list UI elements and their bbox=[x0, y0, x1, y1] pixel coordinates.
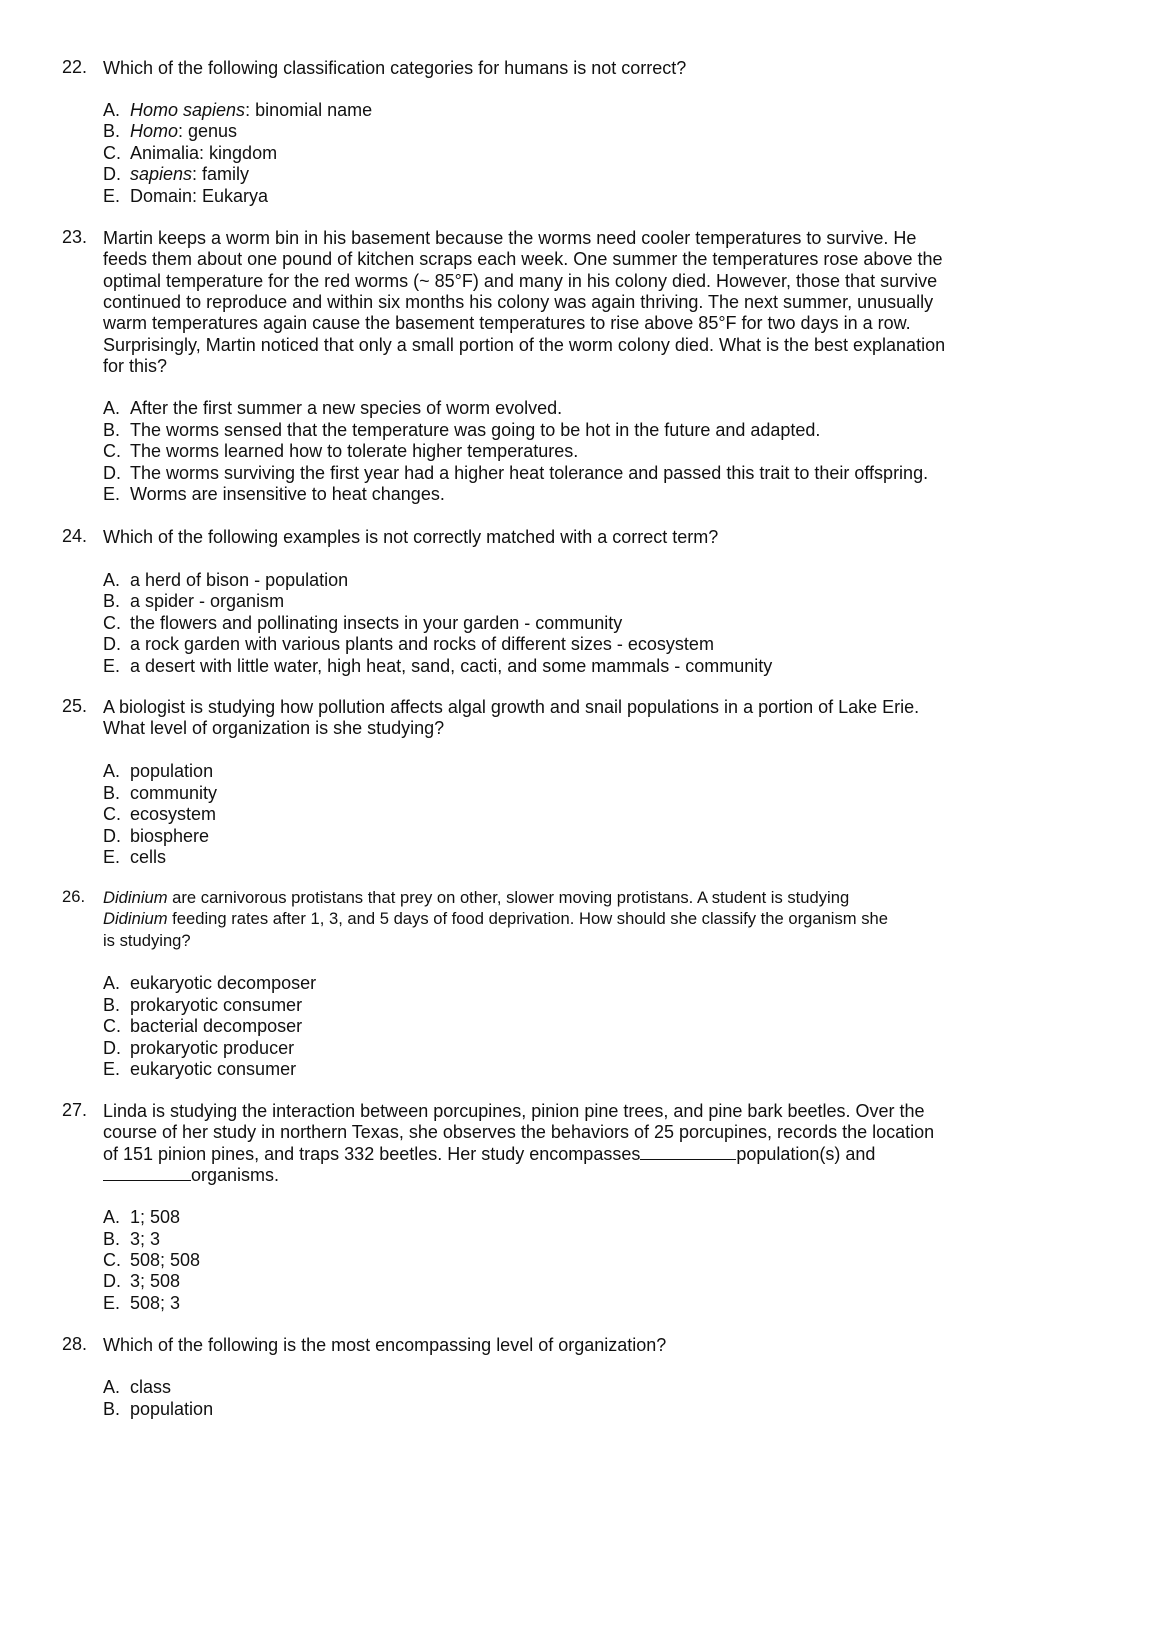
option-letter: A. bbox=[103, 398, 121, 418]
stem-text: are carnivorous protistans that prey on other, slower moving protistans. A student is studying bbox=[167, 888, 850, 907]
option-text: Animalia: kingdom bbox=[130, 143, 278, 163]
option-letter: B. bbox=[103, 121, 121, 141]
question-stem: Which of the following is the most encompassing level of organization? bbox=[103, 1335, 667, 1355]
option-text: Domain: Eukarya bbox=[130, 186, 269, 206]
question-stem-line bbox=[103, 1143, 875, 1165]
question-stem-line: feeds them about one pound of kitchen scraps each week. One summer the temperatures rose above the bbox=[103, 249, 943, 269]
option-text: a spider - organism bbox=[130, 591, 285, 611]
option-letter: E. bbox=[103, 484, 121, 504]
question-stem-line: Surprisingly, Martin noticed that only a small portion of the worm colony died. What is the best explanation bbox=[103, 335, 946, 355]
option-letter: D. bbox=[103, 1271, 121, 1291]
option-c bbox=[103, 1015, 302, 1037]
question-stem-line bbox=[103, 887, 849, 909]
question-number: 24. bbox=[62, 526, 88, 546]
option-letter: E. bbox=[103, 656, 121, 676]
option-text: eukaryotic decomposer bbox=[130, 973, 317, 993]
option-a bbox=[103, 1206, 180, 1228]
option-text: bacterial decomposer bbox=[130, 1016, 303, 1036]
option-text: eukaryotic consumer bbox=[130, 1059, 297, 1079]
option-d bbox=[103, 462, 928, 484]
option-text: a desert with little water, high heat, sand, cacti, and some mammals - community bbox=[130, 656, 773, 676]
option-letter: C. bbox=[103, 613, 121, 633]
option-a bbox=[103, 760, 213, 782]
option-letter: D. bbox=[103, 463, 121, 483]
question-number: 28. bbox=[62, 1334, 88, 1354]
option-letter: A. bbox=[103, 100, 121, 120]
option-b bbox=[103, 994, 302, 1016]
option-d bbox=[103, 163, 249, 185]
option-letter: C. bbox=[103, 804, 121, 824]
species-name: Didinium bbox=[103, 888, 168, 907]
option-letter: E. bbox=[103, 1059, 121, 1079]
option-e bbox=[103, 1058, 296, 1080]
stem-text: organisms. bbox=[191, 1165, 280, 1185]
option-a bbox=[103, 972, 316, 994]
option-text: community bbox=[130, 783, 218, 803]
question-stem-line: warm temperatures again cause the basement temperatures to rise above 85°F for two days in a row. bbox=[103, 313, 911, 333]
option-letter: C. bbox=[103, 1250, 121, 1270]
option-text: ecosystem bbox=[130, 804, 217, 824]
option-letter: B. bbox=[103, 420, 121, 440]
stem-text: population(s) and bbox=[736, 1144, 876, 1164]
option-c bbox=[103, 142, 277, 164]
option-c bbox=[103, 612, 622, 634]
option-text: 1; 508 bbox=[130, 1207, 181, 1227]
question-stem-line: What level of organization is she studying? bbox=[103, 718, 445, 738]
option-b bbox=[103, 1228, 160, 1250]
species-name: Didinium bbox=[103, 909, 168, 928]
option-text: : family bbox=[192, 164, 250, 184]
option-letter: C. bbox=[103, 1016, 121, 1036]
option-text: 3; 508 bbox=[130, 1271, 181, 1291]
option-a bbox=[103, 99, 372, 121]
question-number: 22. bbox=[62, 57, 88, 77]
option-text: biosphere bbox=[130, 826, 210, 846]
question-stem-line: is studying? bbox=[103, 931, 191, 950]
question-stem-line bbox=[103, 1164, 279, 1186]
question-number: 23. bbox=[62, 227, 88, 247]
option-text: class bbox=[130, 1377, 172, 1397]
stem-text: feeding rates after 1, 3, and 5 days of food deprivation. How should she classify the organism she bbox=[167, 909, 888, 928]
question-stem: Which of the following examples is not correctly matched with a correct term? bbox=[103, 527, 719, 547]
option-a bbox=[103, 569, 348, 591]
option-text: 508; 508 bbox=[130, 1250, 201, 1270]
option-d bbox=[103, 1270, 180, 1292]
fill-in-blank bbox=[640, 1158, 736, 1160]
option-d bbox=[103, 825, 209, 847]
option-letter: B. bbox=[103, 1399, 121, 1419]
option-letter: E. bbox=[103, 847, 121, 867]
question-stem-line: Linda is studying the interaction between porcupines, pinion pine trees, and pine bark beetles. Over the bbox=[103, 1101, 925, 1121]
option-text: the flowers and pollinating insects in your garden - community bbox=[130, 613, 623, 633]
option-b bbox=[103, 590, 284, 612]
option-letter: D. bbox=[103, 1038, 121, 1058]
option-text: prokaryotic consumer bbox=[130, 995, 303, 1015]
option-letter: A. bbox=[103, 1377, 121, 1397]
option-letter: A. bbox=[103, 570, 121, 590]
option-text: The worms sensed that the temperature was going to be hot in the future and adapted. bbox=[130, 420, 821, 440]
option-letter: B. bbox=[103, 1229, 121, 1249]
option-text: prokaryotic producer bbox=[130, 1038, 295, 1058]
option-text: 3; 3 bbox=[130, 1229, 161, 1249]
question-number: 26. bbox=[62, 887, 86, 906]
option-italic: Homo bbox=[130, 121, 179, 141]
option-b bbox=[103, 782, 217, 804]
option-d bbox=[103, 1037, 294, 1059]
option-text: After the first summer a new species of worm evolved. bbox=[130, 398, 563, 418]
option-letter: B. bbox=[103, 591, 121, 611]
option-text: 508; 3 bbox=[130, 1293, 181, 1313]
option-d bbox=[103, 633, 714, 655]
question-stem-line: A biologist is studying how pollution affects algal growth and snail populations in a portion of Lake Erie. bbox=[103, 697, 920, 717]
question-number: 27. bbox=[62, 1100, 88, 1120]
option-text: Worms are insensitive to heat changes. bbox=[130, 484, 445, 504]
question-stem-line: continued to reproduce and within six months his colony was again thriving. The next summer, unusually bbox=[103, 292, 934, 312]
option-b bbox=[103, 419, 820, 441]
option-text: The worms learned how to tolerate higher temperatures. bbox=[130, 441, 579, 461]
option-letter: B. bbox=[103, 783, 121, 803]
fill-in-blank bbox=[103, 1179, 191, 1181]
option-c bbox=[103, 803, 216, 825]
option-e bbox=[103, 483, 445, 505]
option-e bbox=[103, 1292, 180, 1314]
option-letter: A. bbox=[103, 973, 121, 993]
option-text: a herd of bison - population bbox=[130, 570, 349, 590]
option-letter: E. bbox=[103, 186, 121, 206]
option-b bbox=[103, 120, 237, 142]
question-number: 25. bbox=[62, 696, 88, 716]
option-e bbox=[103, 185, 268, 207]
option-text: cells bbox=[130, 847, 167, 867]
question-stem-line bbox=[103, 908, 888, 930]
question-stem-line: for this? bbox=[103, 356, 168, 376]
option-letter: D. bbox=[103, 634, 121, 654]
option-e bbox=[103, 655, 772, 677]
option-italic: Homo sapiens bbox=[130, 100, 246, 120]
option-c bbox=[103, 1249, 200, 1271]
stem-text: of 151 pinion pines, and traps 332 beetles. Her study encompasses bbox=[103, 1144, 641, 1164]
option-e bbox=[103, 846, 166, 868]
question-stem-line: course of her study in northern Texas, she observes the behaviors of 25 porcupines, records the location bbox=[103, 1122, 935, 1142]
option-text: population bbox=[130, 1399, 214, 1419]
option-c bbox=[103, 440, 578, 462]
option-letter: B. bbox=[103, 995, 121, 1015]
option-text: The worms surviving the first year had a higher heat tolerance and passed this trait to their offspring. bbox=[130, 463, 929, 483]
option-text: : binomial name bbox=[245, 100, 373, 120]
question-stem-line: Martin keeps a worm bin in his basement because the worms need cooler temperatures to survive. He bbox=[103, 228, 917, 248]
option-text: : genus bbox=[178, 121, 238, 141]
option-italic: sapiens bbox=[130, 164, 193, 184]
option-letter: A. bbox=[103, 1207, 121, 1227]
question-stem-line: optimal temperature for the red worms (~ 85°F) and many in his colony died. However, those that survive bbox=[103, 271, 938, 291]
option-letter: E. bbox=[103, 1293, 121, 1313]
option-letter: C. bbox=[103, 143, 121, 163]
question-stem: Which of the following classification categories for humans is not correct? bbox=[103, 58, 687, 78]
option-a bbox=[103, 1376, 171, 1398]
option-letter: D. bbox=[103, 164, 121, 184]
option-letter: A. bbox=[103, 761, 121, 781]
option-letter: C. bbox=[103, 441, 121, 461]
option-a bbox=[103, 397, 562, 419]
option-text: a rock garden with various plants and rocks of different sizes - ecosystem bbox=[130, 634, 714, 654]
option-letter: D. bbox=[103, 826, 121, 846]
option-text: population bbox=[130, 761, 214, 781]
option-b bbox=[103, 1398, 213, 1420]
